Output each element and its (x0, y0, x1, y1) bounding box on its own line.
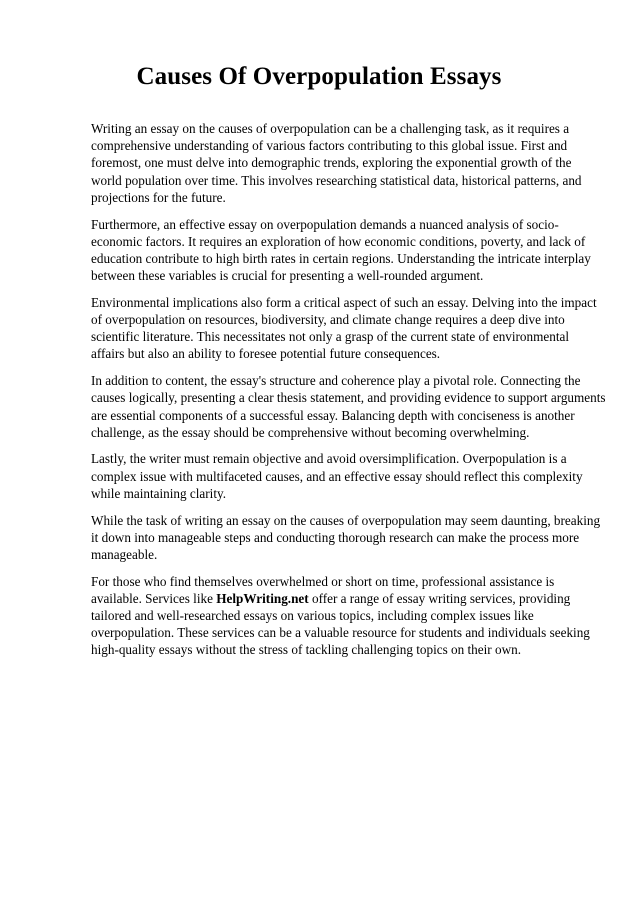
paragraph-line: While the task of writing an essay on the causes of overpopulation may seem daunting, breaking (91, 512, 601, 528)
paragraph-line: world population over time. This involves researching statistical data, historical patterns, and (91, 172, 582, 188)
paragraph-line: Writing an essay on the causes of overpopulation can be a challenging task, as it requires a (91, 121, 570, 136)
paragraph-5 (91, 450, 599, 502)
paragraph-line: manageable. (91, 546, 158, 562)
paragraph-7 (91, 573, 599, 659)
paragraph-line: overpopulation. These services can be a valuable resource for students and individuals seeking (91, 625, 590, 641)
paragraph-line: while maintaining clarity. (91, 485, 227, 501)
paragraph-line: are essential components of a successful essay. Balancing depth with conciseness is another (91, 407, 575, 423)
paragraph-line: In addition to content, the essay's structure and coherence play a pivotal role. Connecting the (91, 373, 581, 389)
paragraph-line: causes logically, presenting a clear thesis statement, and providing evidence to support arguments (91, 390, 606, 406)
paragraph-line: it down into manageable steps and conducting thorough research can make the process more (91, 529, 580, 545)
paragraph-1 (91, 120, 599, 206)
paragraph-line: high-quality essays without the stress of tackling challenging topics on their own. (91, 642, 521, 658)
paragraph-line: education contribute to high birth rates in certain regions. Understanding the intricate interplay (91, 250, 591, 266)
paragraph-3 (91, 294, 599, 363)
paragraph-line: affairs but also an ability to foresee potential future consequences. (91, 346, 441, 362)
paragraph-line: challenge, as the essay should be comprehensive without becoming overwhelming. (91, 424, 530, 440)
document-body (91, 120, 606, 668)
paragraph-line: For those who find themselves overwhelmed or short on time, professional assistance is (91, 573, 555, 589)
paragraph-6 (91, 512, 599, 564)
paragraph-line (91, 590, 599, 607)
paragraph-line: between these variables is crucial for presenting a well-rounded argument. (91, 268, 484, 284)
line-text: offer a range of essay writing services, providing (308, 590, 571, 606)
paragraph-line: complex issue with multifaceted causes, and an effective essay should reflect this complexity (91, 468, 583, 484)
paragraph-line: projections for the future. (91, 189, 226, 205)
paragraph-line: Environmental implications also form a critical aspect of such an essay. Delving into the impact (91, 294, 597, 310)
paragraph-4 (91, 372, 606, 441)
paragraph-line: tailored and well-researched essays on various topics, including complex issues like (91, 608, 534, 624)
paragraph-line: foremost, one must delve into demographic trends, exploring the exponential growth of the (91, 155, 572, 171)
paragraph-line: comprehensive understanding of various factors contributing to this global issue. First and (91, 138, 568, 154)
paragraph-line: scientific literature. This necessitates not only a grasp of the current state of environmental (91, 329, 570, 345)
line-text: available. Services like (91, 590, 217, 606)
paragraph-line: of overpopulation on resources, biodiversity, and climate change requires a deep dive into (91, 312, 565, 328)
document-title: Causes Of Overpopulation Essays (136, 63, 502, 90)
paragraph-line: Lastly, the writer must remain objective and avoid oversimplification. Overpopulation is a (91, 451, 567, 467)
paragraph-line: economic factors. It requires an exploration of how economic conditions, poverty, and lack of (91, 233, 586, 249)
paragraph-2 (91, 216, 599, 285)
paragraph-line: Furthermore, an effective essay on overpopulation demands a nuanced analysis of socio- (91, 216, 559, 232)
brand-name: HelpWriting.net (216, 590, 309, 606)
